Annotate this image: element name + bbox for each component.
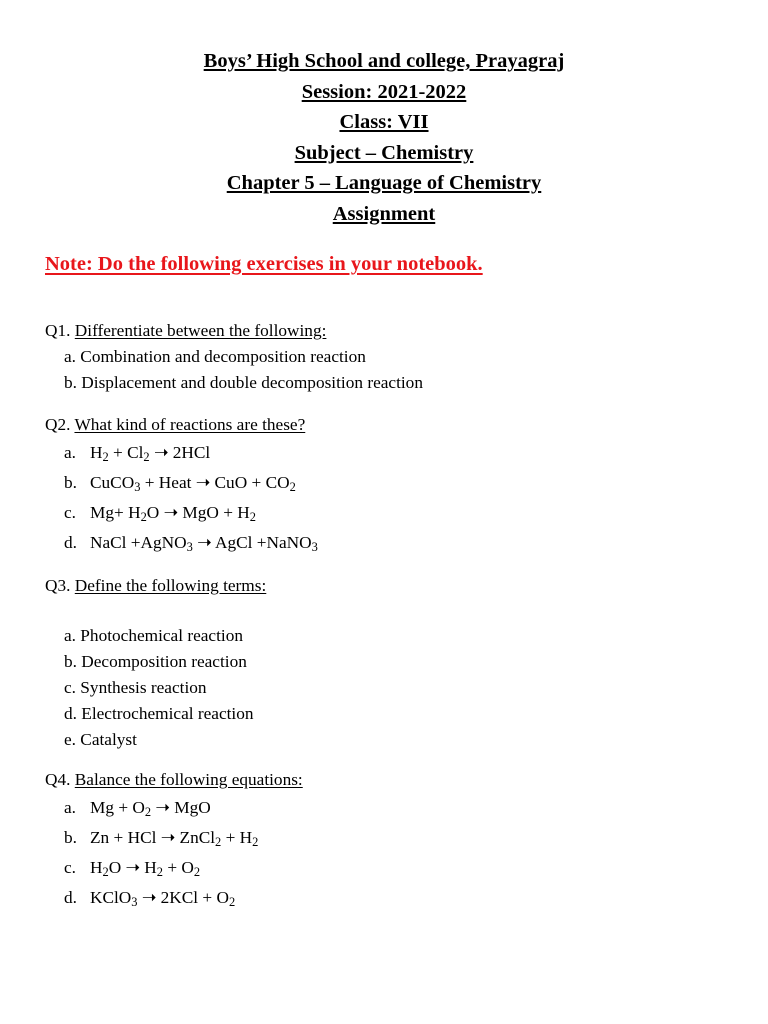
list-item: a. $H_2 + Cl_2$ ➝ 2HCl bbox=[64, 443, 211, 465]
list-item: a. $Mg + O_2$ ➝ MgO bbox=[64, 798, 211, 820]
note: Note: Do the following exercises in your notebook. bbox=[45, 253, 483, 275]
list-item: d. NaCl +AgNO$_3$ ➝ AgCl +NaNO$_3$ bbox=[64, 533, 318, 555]
list-item: b. CuCO$_3$ + Heat ➝ CuO + $CO_2$ bbox=[64, 473, 296, 495]
assignment-title: Assignment bbox=[332, 202, 436, 225]
question-number: Q3. bbox=[45, 576, 71, 595]
question-1 bbox=[45, 318, 423, 396]
list-item: b. Zn + HCl ➝ ZnCl$_2$ + $H_2$ bbox=[64, 828, 259, 850]
list-item: d. KClO$_3$ ➝ $2KCl + O_2$ bbox=[64, 888, 236, 910]
question-number: Q4. bbox=[45, 770, 71, 789]
question-number: Q2. bbox=[45, 415, 71, 434]
list-item: b. Displacement and double decomposition reaction bbox=[64, 373, 423, 392]
question-2 bbox=[45, 412, 318, 558]
chapter: Chapter 5 – Language of Chemistry bbox=[226, 172, 542, 194]
question-title: Balance the following equations: bbox=[74, 770, 303, 789]
question-number: Q1. bbox=[45, 321, 71, 340]
class: Class: VII bbox=[339, 111, 429, 133]
school-name: Boys’ High School and college, Prayagraj bbox=[203, 50, 565, 72]
question-4 bbox=[45, 767, 303, 913]
session: Session: 2021-2022 bbox=[301, 80, 467, 103]
list-item: d. Electrochemical reaction bbox=[64, 704, 254, 723]
question-3 bbox=[45, 573, 266, 753]
equation: $Mg + O_2$ ➝ MgO bbox=[90, 798, 211, 820]
equation: KClO$_3$ ➝ $2KCl + O_2$ bbox=[90, 888, 236, 910]
list-item: c. Synthesis reaction bbox=[64, 678, 207, 697]
question-title: What kind of reactions are these? bbox=[74, 415, 306, 434]
list-item: c. $H_2O$ ➝ $H_2 + O_2$ bbox=[64, 858, 201, 880]
equation: Zn + HCl ➝ ZnCl$_2$ + $H_2$ bbox=[90, 828, 259, 850]
equation: $Mg+ H_2O$ ➝ MgO + $H_2$ bbox=[90, 503, 256, 525]
equation: $H_2 + Cl_2$ ➝ 2HCl bbox=[90, 443, 211, 465]
document-header bbox=[0, 46, 768, 229]
equation: $H_2O$ ➝ $H_2 + O_2$ bbox=[90, 858, 201, 880]
list-item: e. Catalyst bbox=[64, 730, 137, 749]
question-title: Differentiate between the following: bbox=[74, 321, 327, 340]
equation: CuCO$_3$ + Heat ➝ CuO + $CO_2$ bbox=[90, 473, 296, 495]
list-item: b. Decomposition reaction bbox=[64, 652, 247, 671]
list-item: a. Photochemical reaction bbox=[64, 626, 243, 645]
list-item: a. Combination and decomposition reaction bbox=[64, 347, 366, 366]
list-item: c. $Mg+ H_2O$ ➝ MgO + $H_2$ bbox=[64, 503, 256, 525]
subject: Subject – Chemistry bbox=[294, 141, 474, 164]
question-title: Define the following terms: bbox=[74, 576, 267, 595]
equation: NaCl +AgNO$_3$ ➝ AgCl +NaNO$_3$ bbox=[90, 533, 318, 555]
